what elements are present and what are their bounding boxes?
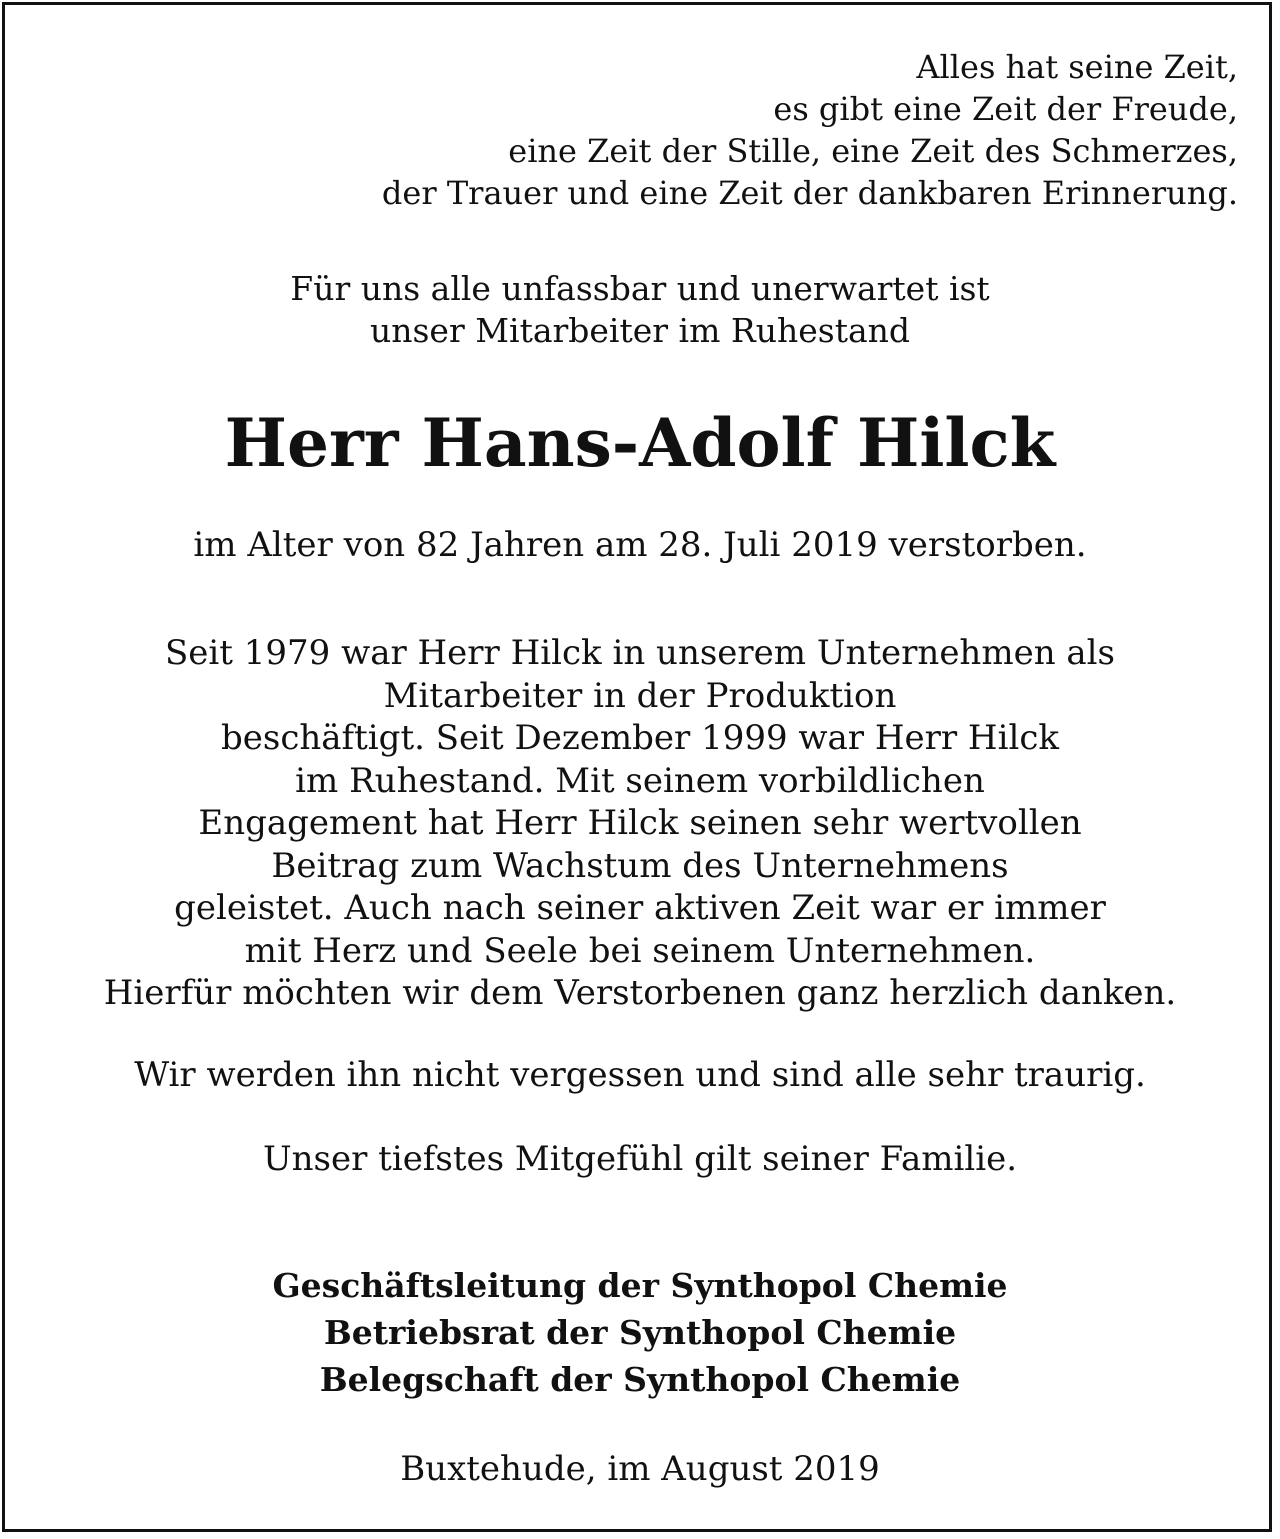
motto-line: eine Zeit der Stille, eine Zeit des Schmerzes, bbox=[508, 132, 1238, 170]
signer-staff: Belegschaft der Synthopol Chemie bbox=[319, 1360, 961, 1399]
motto-line: der Trauer und eine Zeit der dankbaren Erinnerung. bbox=[381, 174, 1238, 212]
intro-text bbox=[0, 268, 1280, 352]
biography-line: geleistet. Auch nach seiner aktiven Zeit war er immer bbox=[174, 888, 1106, 928]
signer-works-council: Betriebsrat der Synthopol Chemie bbox=[323, 1313, 957, 1352]
closing-remembrance: Wir werden ihn nicht vergessen und sind alle sehr traurig. bbox=[134, 1055, 1146, 1095]
biography-line: Hierfür möchten wir dem Verstorbenen ganz herzlich danken. bbox=[103, 973, 1177, 1013]
biography-line: beschäftigt. Seit Dezember 1999 war Herr Hilck bbox=[221, 718, 1059, 758]
intro-line: Für uns alle unfassbar und unerwartet ist bbox=[290, 269, 990, 308]
motto-line: es gibt eine Zeit der Freude, bbox=[773, 90, 1238, 128]
biography-line: mit Herz und Seele bei seinem Unternehmen. bbox=[244, 930, 1036, 971]
biography-line: Engagement hat Herr Hilck seinen sehr wertvollen bbox=[198, 803, 1082, 843]
biography-line: im Ruhestand. Mit seinem vorbildlichen bbox=[295, 760, 985, 801]
biography-text bbox=[0, 632, 1280, 1015]
biography-line: Seit 1979 war Herr Hilck in unserem Unternehmen als bbox=[165, 633, 1115, 673]
death-notice: im Alter von 82 Jahren am 28. Juli 2019 verstorben. bbox=[193, 525, 1087, 565]
deceased-name: Herr Hans-Adolf Hilck bbox=[224, 404, 1056, 482]
biography-line: Mitarbeiter in der Produktion bbox=[383, 675, 897, 716]
signer-management: Geschäftsleitung der Synthopol Chemie bbox=[272, 1266, 1008, 1305]
motto-line: Alles hat seine Zeit, bbox=[916, 48, 1238, 86]
biography-line: Beitrag zum Wachstum des Unternehmens bbox=[271, 845, 1009, 886]
motto-verse bbox=[382, 46, 1238, 214]
closing-condolence: Unser tiefstes Mitgefühl gilt seiner Familie. bbox=[262, 1139, 1018, 1179]
place-and-date: Buxtehude, im August 2019 bbox=[400, 1449, 880, 1489]
signers-list bbox=[0, 1262, 1280, 1403]
intro-line: unser Mitarbeiter im Ruhestand bbox=[369, 311, 911, 350]
